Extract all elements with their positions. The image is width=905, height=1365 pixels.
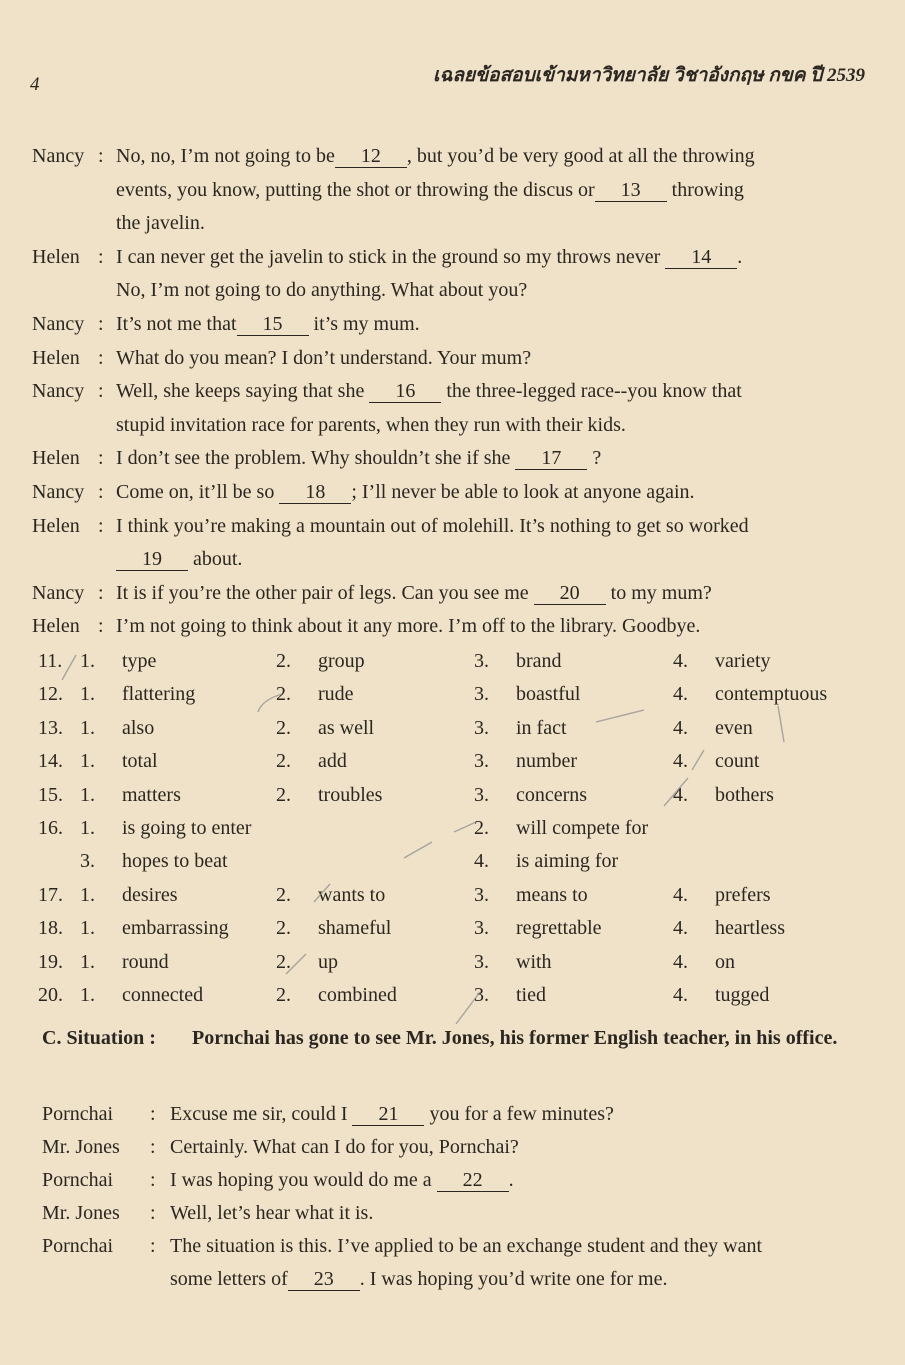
text-segment: Come on, it’ll be so	[116, 480, 280, 503]
pencil-tick	[456, 992, 480, 1024]
speaker-name: Nancy	[32, 145, 85, 167]
question-number: 15.	[38, 783, 63, 806]
speaker-name: Helen	[32, 447, 80, 470]
answer-blank: 16	[369, 380, 441, 403]
text-segment: It’s not me that	[116, 312, 237, 335]
pencil-tick	[62, 655, 76, 680]
option-text: shameful	[318, 917, 392, 940]
text-segment: What do you mean? I don’t understand. Your mum?	[116, 346, 532, 369]
question-number: 14.	[38, 750, 63, 773]
option-number: 2.	[276, 683, 291, 706]
option-text: regrettable	[516, 917, 602, 940]
speaker-label: Mr. Jones :	[42, 1136, 156, 1158]
option-number: 2.	[276, 750, 291, 773]
option-text: heartless	[715, 917, 785, 940]
text-segment: I think you’re making a mountain out of molehill. It’s nothing to get so worked	[116, 514, 749, 537]
speaker-label: Mr. Jones :	[42, 1202, 156, 1224]
page-number: 4	[30, 74, 40, 95]
speaker-label: Helen :	[32, 245, 104, 268]
pencil-line	[778, 706, 784, 742]
question-number: 19.	[38, 950, 63, 973]
speaker-name: Nancy	[32, 480, 85, 503]
option-number: 4.	[673, 883, 688, 906]
option-number: 1.	[80, 783, 95, 806]
text-segment: I don’t see the problem. Why shouldn’t she if she	[116, 447, 516, 470]
speaker-label: Nancy :	[32, 581, 104, 604]
speaker-label: Helen :	[32, 346, 104, 369]
answer-blank: 17	[515, 447, 587, 470]
option-text: tugged	[715, 983, 770, 1006]
option-number: 3.	[474, 783, 489, 806]
option-text: desires	[122, 883, 178, 906]
text-segment: events, you know, putting the shot or throwing the discus or	[116, 178, 595, 201]
speaker-label: Pornchai :	[42, 1103, 156, 1125]
pencil-tick	[692, 750, 704, 770]
option-number: 3.	[474, 750, 489, 773]
option-text: variety	[715, 650, 771, 672]
option-number: 1.	[80, 716, 95, 739]
option-number: 2.	[276, 883, 291, 906]
pencil-tick	[664, 778, 688, 806]
text-segment: to my mum?	[605, 581, 712, 604]
option-number: 4.	[673, 950, 688, 973]
speaker-name: Pornchai	[42, 1169, 114, 1191]
text-segment: Well, she keeps saying that she	[116, 380, 370, 403]
text-segment: Certainly. What can I do for you, Pornchai?	[170, 1136, 519, 1158]
option-text: in fact	[516, 716, 567, 739]
answer-blank: 13	[595, 179, 667, 202]
option-text: combined	[318, 983, 397, 1006]
option-text: on	[715, 950, 735, 973]
answer-blank: 20	[534, 582, 606, 605]
text-segment: you for a few minutes?	[424, 1103, 614, 1125]
text-segment: ?	[587, 447, 602, 470]
answer-blank: 12	[335, 145, 407, 168]
pencil-tick	[404, 842, 432, 858]
text-segment: The situation is this. I’ve applied to be an exchange student and they want	[170, 1235, 763, 1257]
speaker-name: Pornchai	[42, 1235, 114, 1257]
pencil-tick	[454, 822, 476, 832]
speaker-name: Pornchai	[42, 1103, 114, 1125]
option-number: 1.	[80, 750, 95, 773]
option-number: 2.	[276, 950, 291, 973]
option-number: 3.	[474, 650, 489, 672]
option-number: 1.	[80, 883, 95, 906]
option-text: add	[318, 750, 347, 773]
text-segment: throwing	[666, 178, 744, 201]
answer-blank: 15	[237, 313, 309, 336]
speaker-name: Nancy	[32, 312, 85, 335]
answer-blank: 21	[352, 1103, 424, 1126]
option-number: 4.	[673, 683, 688, 706]
text-segment: . I was hoping you’d write one for me.	[359, 1268, 668, 1290]
option-number: 4.	[673, 917, 688, 940]
text-segment: about.	[188, 548, 243, 571]
option-text: embarrassing	[122, 917, 229, 940]
answer-blank: 22	[437, 1169, 509, 1192]
speaker-label: Helen :	[32, 514, 104, 537]
option-text: count	[715, 750, 760, 773]
option-text: group	[318, 650, 365, 672]
speaker-name: Nancy	[32, 380, 85, 403]
text-segment: No, no, I’m not going to be	[116, 145, 335, 167]
speaker-name: Helen	[32, 615, 80, 638]
option-number: 2.	[276, 983, 291, 1006]
text-segment: , but you’d be very good at all the throwing	[406, 145, 755, 167]
option-number: 1.	[80, 983, 95, 1006]
speaker-label: Pornchai :	[42, 1169, 156, 1191]
option-number: 2.	[276, 650, 291, 672]
option-text: number	[516, 750, 578, 773]
text-segment: ; I’ll never be able to look at anyone again.	[351, 480, 695, 503]
option-number: 3.	[474, 883, 489, 906]
answer-blank: 18	[279, 481, 351, 504]
text-segment: Well, let’s hear what it is.	[170, 1202, 374, 1224]
text-segment: some letters of	[170, 1268, 288, 1290]
option-number: 2.	[474, 816, 489, 839]
option-text: is aiming for	[516, 850, 619, 873]
question-number: 17.	[38, 883, 63, 906]
option-number: 4.	[673, 983, 688, 1006]
option-text: is going to enter	[122, 816, 252, 839]
pencil-tick	[314, 884, 330, 902]
answer-blank: 19	[116, 548, 188, 571]
option-text: as well	[318, 716, 375, 739]
option-text: round	[122, 950, 169, 973]
text-segment: .	[737, 245, 743, 268]
option-text: means to	[516, 883, 588, 906]
answer-blank: 14	[665, 246, 737, 269]
question-number: 16.	[38, 816, 63, 839]
option-number: 1.	[80, 816, 95, 839]
speaker-name: Helen	[32, 346, 80, 369]
option-text: brand	[516, 650, 562, 672]
option-number: 3.	[474, 716, 489, 739]
option-text: troubles	[318, 783, 383, 806]
question-number: 11.	[38, 650, 63, 672]
pencil-tick	[596, 710, 644, 722]
speaker-name: Mr. Jones	[42, 1136, 120, 1158]
option-text: type	[122, 650, 157, 672]
option-number: 2.	[276, 917, 291, 940]
question-number: 12.	[38, 683, 63, 706]
option-number: 3.	[474, 983, 489, 1006]
text-segment: Excuse me sir, could I	[170, 1103, 353, 1125]
speaker-name: Mr. Jones	[42, 1202, 120, 1224]
text-segment: No, I’m not going to do anything. What about you?	[116, 279, 528, 302]
option-text: bothers	[715, 783, 774, 806]
pencil-tick	[258, 694, 282, 712]
text-segment: I’m not going to think about it any more. I’m off to the library. Goodbye.	[116, 615, 701, 638]
answer-blank: 23	[288, 1268, 360, 1291]
text-segment: I can never get the javelin to stick in the ground so my throws never	[116, 245, 666, 268]
speaker-name: Helen	[32, 514, 80, 537]
text-segment: stupid invitation race for parents, when they run with their kids.	[116, 413, 626, 436]
text-segment: It is if you’re the other pair of legs. Can you see me	[116, 581, 534, 604]
option-text: contemptuous	[715, 683, 828, 706]
pencil-tick	[286, 954, 306, 974]
option-text: with	[516, 950, 552, 973]
situation-label: C. Situation :	[42, 1027, 156, 1049]
question-number: 13.	[38, 716, 63, 739]
option-text: up	[318, 950, 338, 973]
question-number: 20.	[38, 983, 63, 1006]
option-number: 2.	[276, 716, 291, 739]
option-number: 4.	[673, 750, 688, 773]
text-segment: I was hoping you would do me a	[170, 1169, 437, 1191]
speaker-label: Nancy :	[32, 380, 104, 403]
option-number: 3.	[474, 683, 489, 706]
option-text: boastful	[516, 683, 581, 706]
option-number: 1.	[80, 650, 95, 672]
option-text: total	[122, 750, 158, 773]
text-segment: it’s my mum.	[308, 312, 420, 335]
option-text: even	[715, 716, 753, 739]
option-number: 4.	[673, 716, 688, 739]
option-text: prefers	[715, 883, 771, 906]
page-header: เฉลยข้อสอบเข้ามหาวิทยาลัย วิชาอังกฤษ กขค ปี 2539	[432, 65, 865, 86]
option-text: concerns	[516, 783, 588, 806]
speaker-label: Pornchai :	[42, 1235, 156, 1257]
option-number: 4.	[474, 850, 489, 873]
speaker-label: Helen :	[32, 447, 104, 470]
option-number: 3.	[474, 917, 489, 940]
option-text: tied	[516, 983, 546, 1006]
option-text: also	[122, 716, 155, 739]
text-segment: the three-legged race--you know that	[441, 380, 742, 403]
option-text: flattering	[122, 683, 196, 706]
option-number: 4.	[673, 650, 688, 672]
option-number: 1.	[80, 950, 95, 973]
option-number: 3.	[474, 950, 489, 973]
question-number: 18.	[38, 917, 63, 940]
option-text: matters	[122, 783, 181, 806]
speaker-label: Nancy :	[32, 480, 104, 503]
option-text: rude	[318, 683, 354, 706]
option-text: wants to	[318, 883, 386, 906]
text-segment: the javelin.	[116, 212, 205, 235]
text-segment: .	[508, 1169, 514, 1191]
speaker-label: Nancy :	[32, 145, 104, 167]
speaker-label: Helen :	[32, 615, 104, 638]
option-text: connected	[122, 983, 204, 1006]
speaker-name: Nancy	[32, 581, 85, 604]
option-number: 3.	[80, 850, 95, 873]
speaker-label: Nancy :	[32, 312, 104, 335]
option-number: 4.	[673, 783, 688, 806]
speaker-name: Helen	[32, 245, 80, 268]
option-number: 2.	[276, 783, 291, 806]
option-number: 1.	[80, 917, 95, 940]
option-text: hopes to beat	[122, 850, 228, 873]
option-number: 1.	[80, 683, 95, 706]
option-text: will compete for	[516, 816, 649, 839]
situation-description: Pornchai has gone to see Mr. Jones, his former English teacher, in his office.	[192, 1027, 838, 1049]
